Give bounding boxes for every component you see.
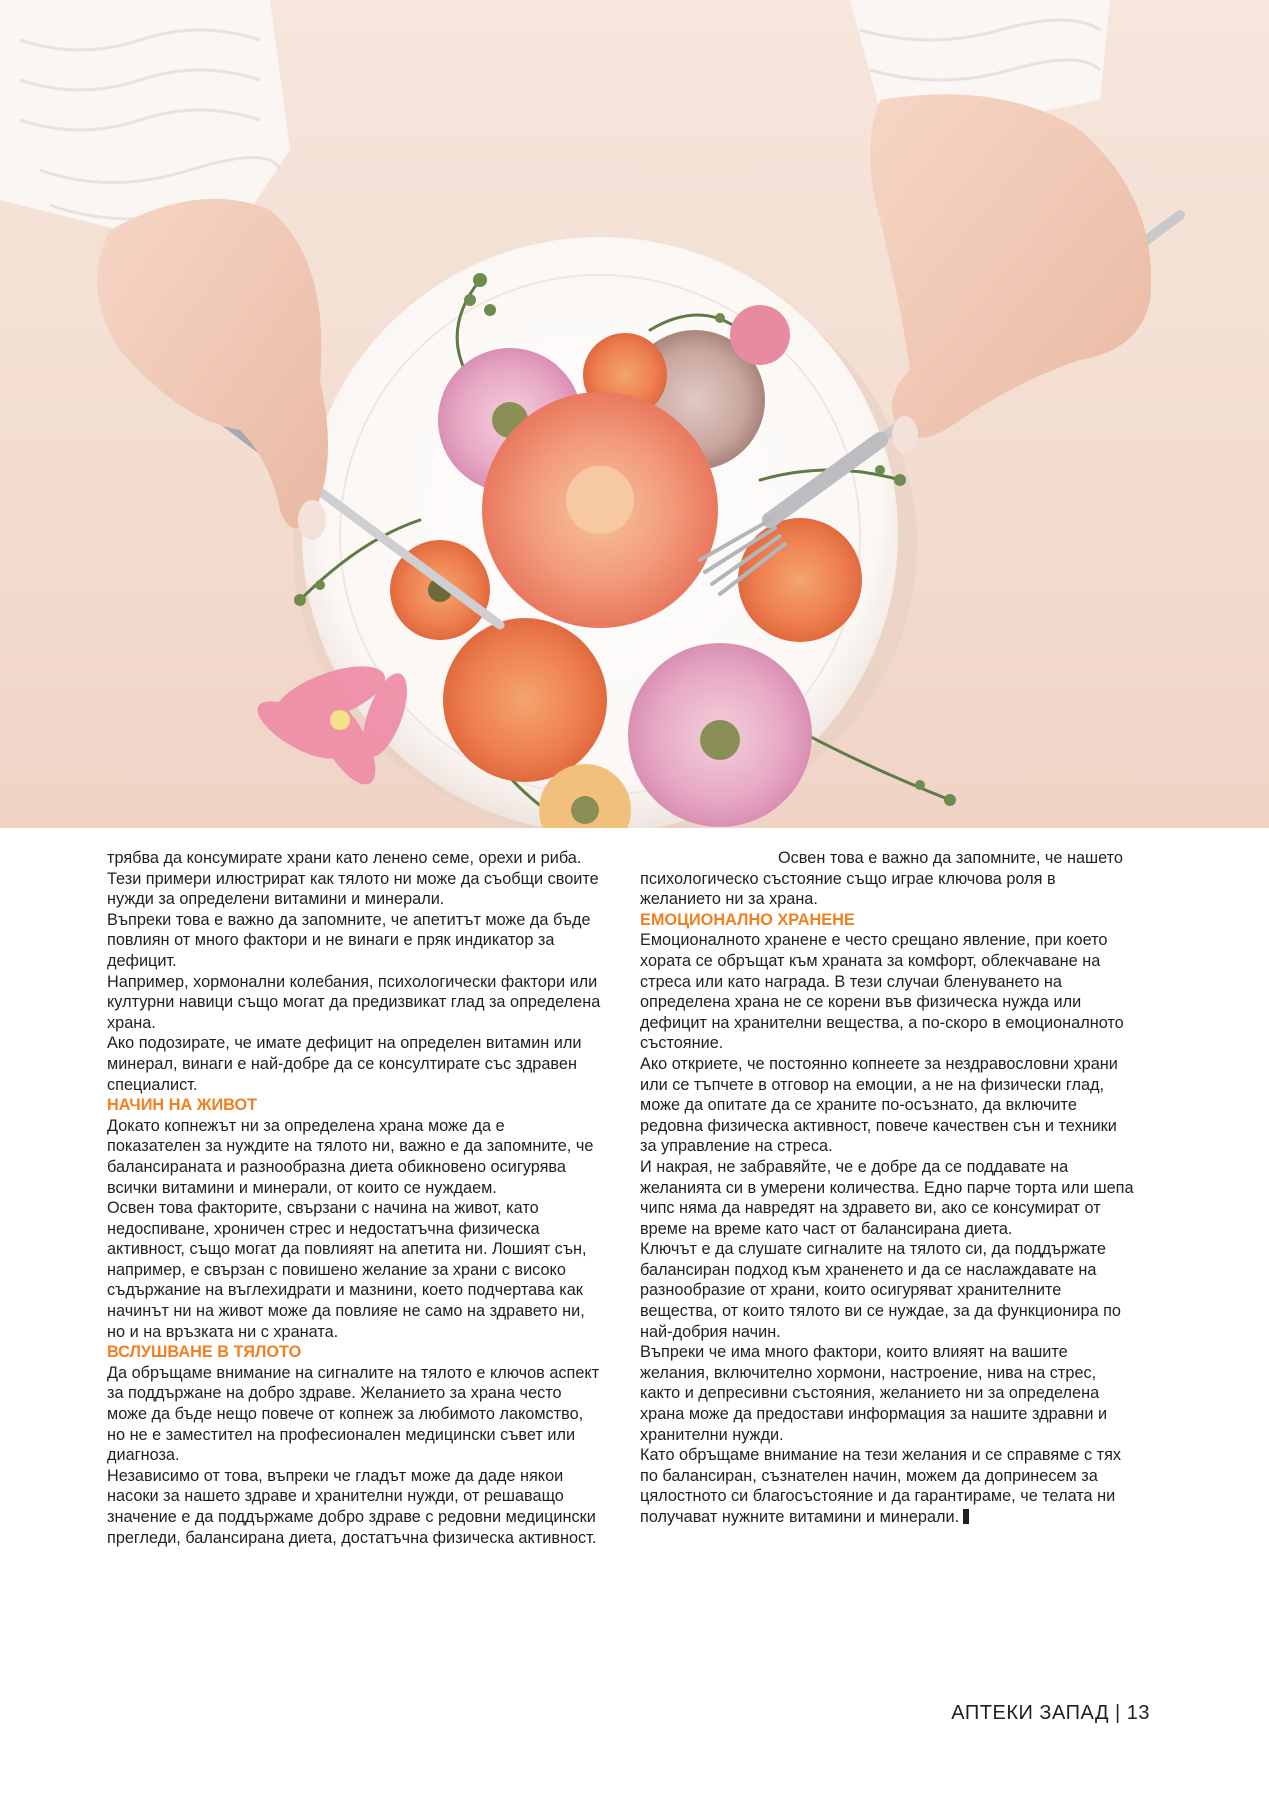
- paragraph: Въпреки че има много фактори, които влияят на вашите желания, включително хормони, настроение, нива на стрес, както и депресивни състояния, желанието ни за определена храна може да предостави информация за нашите здравни и хранителни нужди.: [640, 1343, 1108, 1444]
- end-of-article-icon: [963, 1509, 969, 1524]
- paragraph: трябва да консумирате храни като ленено семе, орехи и риба.: [107, 849, 582, 867]
- paragraph: Докато копнежът ни за определена храна може да е показателен за нуждите на тялото ни, важно е да запомните, че балансираната и разнообразна диета обикновено осигурява всички витамини и минерали, от които се нуждаем.: [107, 1116, 594, 1197]
- paragraph: Например, хормонални колебания, психологически фактори или културни навици също могат да предизвикат глад за определена храна.: [107, 972, 601, 1032]
- section-heading-listening: ВСЛУШВАНЕ В ТЯЛОТО: [107, 1343, 302, 1362]
- paragraph-text: Като обръщаме внимание на тези желания и се справяме с тях по балансиран, съзнателен начин, можем да допринесем за цялостното си благосъстояние и да гарантираме, че телата ни получават нужните витамини и минерали.: [640, 1446, 1122, 1526]
- left-column: [107, 848, 601, 1548]
- page-footer: [951, 1702, 1150, 1725]
- paragraph: Независимо от това, въпреки че гладът може да даде някои насоки за нашето здраве и хранителни нужди, от решаващо значение е да поддържаме добро здраве с редовни медицински прегледи, балансирана диета, достатъчна физическа активност.: [107, 1466, 597, 1547]
- last-paragraph: [640, 1445, 1134, 1527]
- hero-photo: [0, 0, 1269, 828]
- paragraph: Емоционалното хранене е често срещано явление, при което хората се обръщат към храната за комфорт, облекчаване на стреса или като награда. В тези случаи бленуването на определена храна не се корени във физическа нужда или дефицит на хранителни вещества, а по-скоро в емоционалното състояние.: [640, 931, 1124, 1053]
- paragraph: Освен това факторите, свързани с начина на живот, като недоспиване, хроничен стрес и недостатъчна физическа активност, също могат да повлияят на апетита ни. Лошият сън, например, е свързан с повишено желание за храни с високо съдържание на въглехидрати и мазнини, което подчертава как начинът ни на живот може да повлияе не само на здравето ни, но и на връзката ни с храната.: [107, 1199, 587, 1341]
- paragraph: Освен това е важно да запомните, че нашето психологическо състояние също играе ключова роля в желанието ни за храна.: [640, 849, 1123, 909]
- paragraph: И накрая, не забравяйте, че е добре да се поддавате на желанията си в умерени количества. Едно парче торта или шепа чипс няма да навредят на здравето ви, ако се консумират от време на време като част от балансирана диета.: [640, 1157, 1134, 1238]
- flowers-on-plate-photo: [0, 0, 1269, 828]
- section-heading-emotional-eating: ЕМОЦИОНАЛНО ХРАНЕНЕ: [640, 910, 855, 929]
- paragraph: Ако откриете, че постоянно копнеете за нездравословни храни или се тъпчете в отговор на емоции, а не на физически глад, може да опитате да се храните по-осъзнато, да включите редовна физическа активност, повече качествен сън и техники за управление на стреса.: [640, 1054, 1118, 1156]
- footer-separator: |: [1115, 1702, 1121, 1724]
- right-column: [640, 848, 1134, 1528]
- paragraph: Тези примери илюстрират как тялото ни може да съобщи своите нужди за определени витамини и минерали.: [107, 869, 599, 909]
- paragraph: Ако подозирате, че имате дефицит на определен витамин или минерал, винаги е най-добре да се консултирате със здравен специалист.: [107, 1034, 582, 1094]
- publication-name: АПТЕКИ ЗАПАД: [951, 1702, 1110, 1724]
- paragraph: Ключът е да слушате сигналите на тялото си, да поддържате балансиран подход към храненето и да се наслаждавате на разнообразие от храни, които осигуряват хранителните вещества, от които тялото ви се нуждае, за да функционира по най-добрия начин.: [640, 1240, 1121, 1341]
- page-number: 13: [1126, 1702, 1150, 1724]
- section-heading-lifestyle: НАЧИН НА ЖИВОТ: [107, 1096, 258, 1115]
- paragraph: Въпреки това е важно да запомните, че апетитът може да бъде повлиян от много фактори и не винаги е пряк индикатор за дефицит.: [107, 910, 591, 970]
- paragraph: Да обръщаме внимание на сигналите на тялото е ключов аспект за поддържане на добро здраве. Желанието за храна често може да бъде нещо повече от копнеж за любимото лакомство, но не е заместител на професионален медицински съвет или диагноза.: [107, 1363, 600, 1465]
